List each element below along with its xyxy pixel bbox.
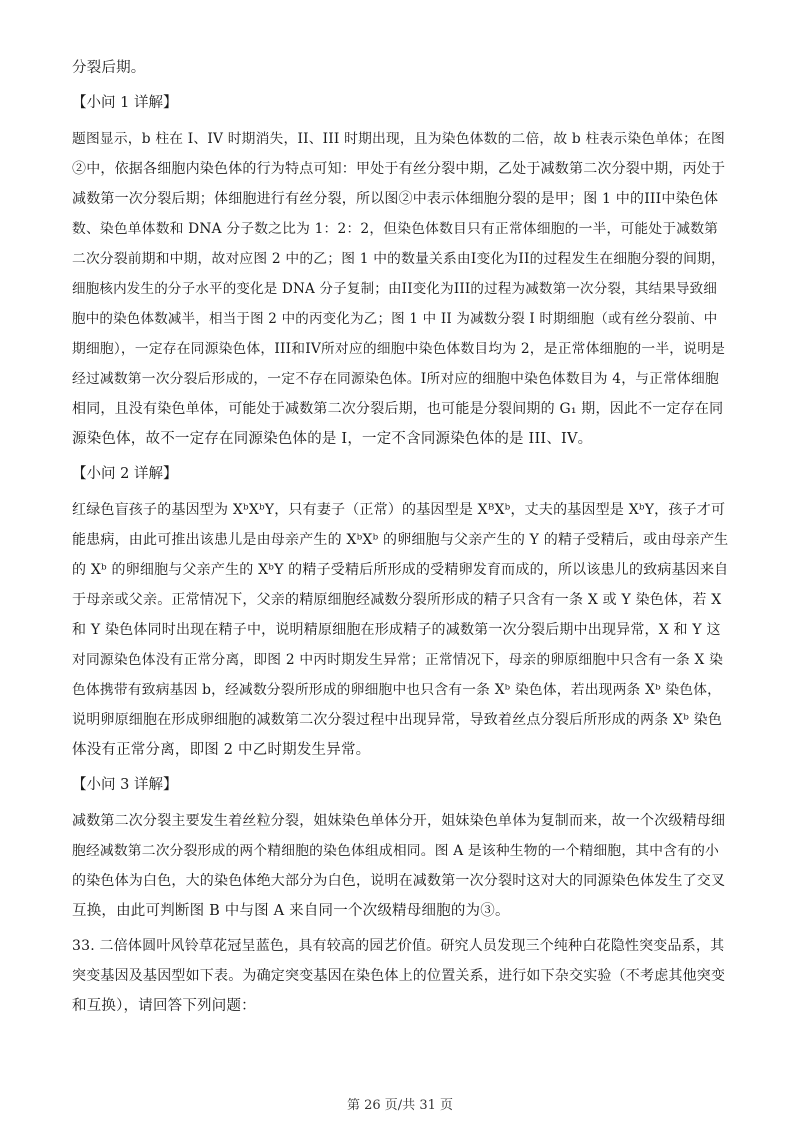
text-line: 对同源染色体没有正常分离，即图 2 中丙时期发生异常；正常情况下，母亲的卵原细胞中只含有一条 X 染 [72, 652, 724, 668]
text-line: 相同，且没有染色单体，可能处于减数第二次分裂后期，也可能是分裂间期的 G₁ 期，因此不一定存在同 [72, 401, 724, 417]
text-line: 红绿色盲孩子的基因型为 XᵇXᵇY，只有妻子（正常）的基因型是 XᴮXᵇ，丈夫的基因型是 XᵇY，孩子才可 [72, 502, 726, 518]
text-line: 胞中的染色体数减半，相当于图 2 中的丙变化为乙；图 1 中 II 为减数分裂 I 时期细胞（或有丝分裂前、中 [72, 311, 718, 327]
text-line: ②中，依据各细胞内染色体的行为特点可知：甲处于有丝分裂中期，乙处于减数第二次分裂中期，丙处于 [72, 161, 726, 177]
text-line: 胞经减数第二次分裂形成的两个精细胞的染色体组成相同。图 A 是该种生物的一个精细胞，其中含有的小 [72, 843, 720, 859]
text-line: 题图显示，b 柱在 I、IV 时期消失，II、III 时期出现，且为染色体数的二倍，故 b 柱表示染色单体；在图 [72, 131, 725, 147]
text-line: 分裂后期。 [72, 60, 146, 76]
text-line: 体没有正常分离，即图 2 中乙时期发生异常。 [72, 742, 371, 758]
text-line: 的 Xᵇ 的卵细胞与父亲产生的 XᵇY 的精子受精后所形成的受精卵发育而成的，所以该患儿的致病基因来自 [72, 562, 729, 578]
text-line: 减数第一次分裂后期；体细胞进行有丝分裂，所以图②中表示体细胞分裂的是甲；图 1 中的III中染色体 [72, 191, 719, 207]
text-line: 的染色体为白色，大的染色体绝大部分为白色，说明在减数第一次分裂时这对大的同源染色体发生了交叉 [72, 873, 726, 889]
text-line: 和 Y 染色体同时出现在精子中，说明精原细胞在形成精子的减数第一次分裂后期中出现异常，X 和 Y 这 [72, 622, 721, 638]
text-line: 互换，由此可判断图 B 中与图 A 来自同一个次级精母细胞的为③。 [72, 903, 510, 919]
section-heading-q2: 【小问 2 详解】 [72, 466, 178, 482]
text-line: 细胞核内发生的分子水平的变化是 DNA 分子复制；由II变化为III的过程为减数第一次分裂，其结果导致细 [72, 281, 718, 297]
page-number-footer: 第 26 页/共 31 页 [347, 1098, 453, 1113]
text-line: 数、染色单体数和 DNA 分子数之比为 1：2：2，但染色体数目只有正常体细胞的一半，可能处于减数第 [72, 221, 719, 237]
section-heading-q3: 【小问 3 详解】 [72, 777, 178, 793]
text-line: 突变基因及基因型如下表。为确定突变基因在染色体上的位置关系，进行如下杂交实验（不考虑其他突变 [72, 968, 726, 984]
question-33-line: 33. 二倍体圆叶风铃草花冠呈蓝色，具有较高的园艺价值。研究人员发现三个纯种白花隐性突变品系，其 [72, 938, 725, 954]
text-line: 经过减数第一次分裂后形成的，一定不存在同源染色体。I所对应的细胞中染色体数目为 4，与正常体细胞 [72, 371, 719, 387]
text-line: 色体携带有致病基因 b，经减数分裂所形成的卵细胞中也只含有一条 Xᵇ 染色体，若出现两条 Xᵇ 染色体， [72, 682, 722, 698]
text-line: 二次分裂前期和中期，故对应图 2 中的乙；图 1 中的数量关系由I变化为II的过程发生在细胞分裂的间期， [72, 251, 725, 267]
text-line: 和互换），请回答下列问题： [72, 998, 256, 1014]
text-line: 说明卵原细胞在形成卵细胞的减数第二次分裂过程中出现异常，导致着丝点分裂后所形成的两条 Xᵇ 染色 [72, 712, 723, 728]
text-line: 源染色体，故不一定存在同源染色体的是 I，一定不含同源染色体的是 III、IV。 [72, 431, 593, 447]
text-line: 能患病，由此可推出该患儿是由母亲产生的 XᵇXᵇ 的卵细胞与父亲产生的 Y 的精子受精后，或由母亲产生 [72, 532, 729, 548]
section-heading-q1: 【小问 1 详解】 [72, 95, 178, 111]
text-line: 减数第二次分裂主要发生着丝粒分裂，姐妹染色单体分开，姐妹染色单体为复制而来，故一个次级精母细 [72, 813, 726, 829]
text-line: 于母亲或父亲。正常情况下，父亲的精原细胞经减数分裂所形成的精子只含有一条 X 或 Y 染色体，若 X [72, 592, 722, 608]
text-line: 期细胞），一定存在同源染色体，III和IV所对应的细胞中染色体数目均为 2，是正常体细胞的一半，说明是 [72, 341, 726, 357]
